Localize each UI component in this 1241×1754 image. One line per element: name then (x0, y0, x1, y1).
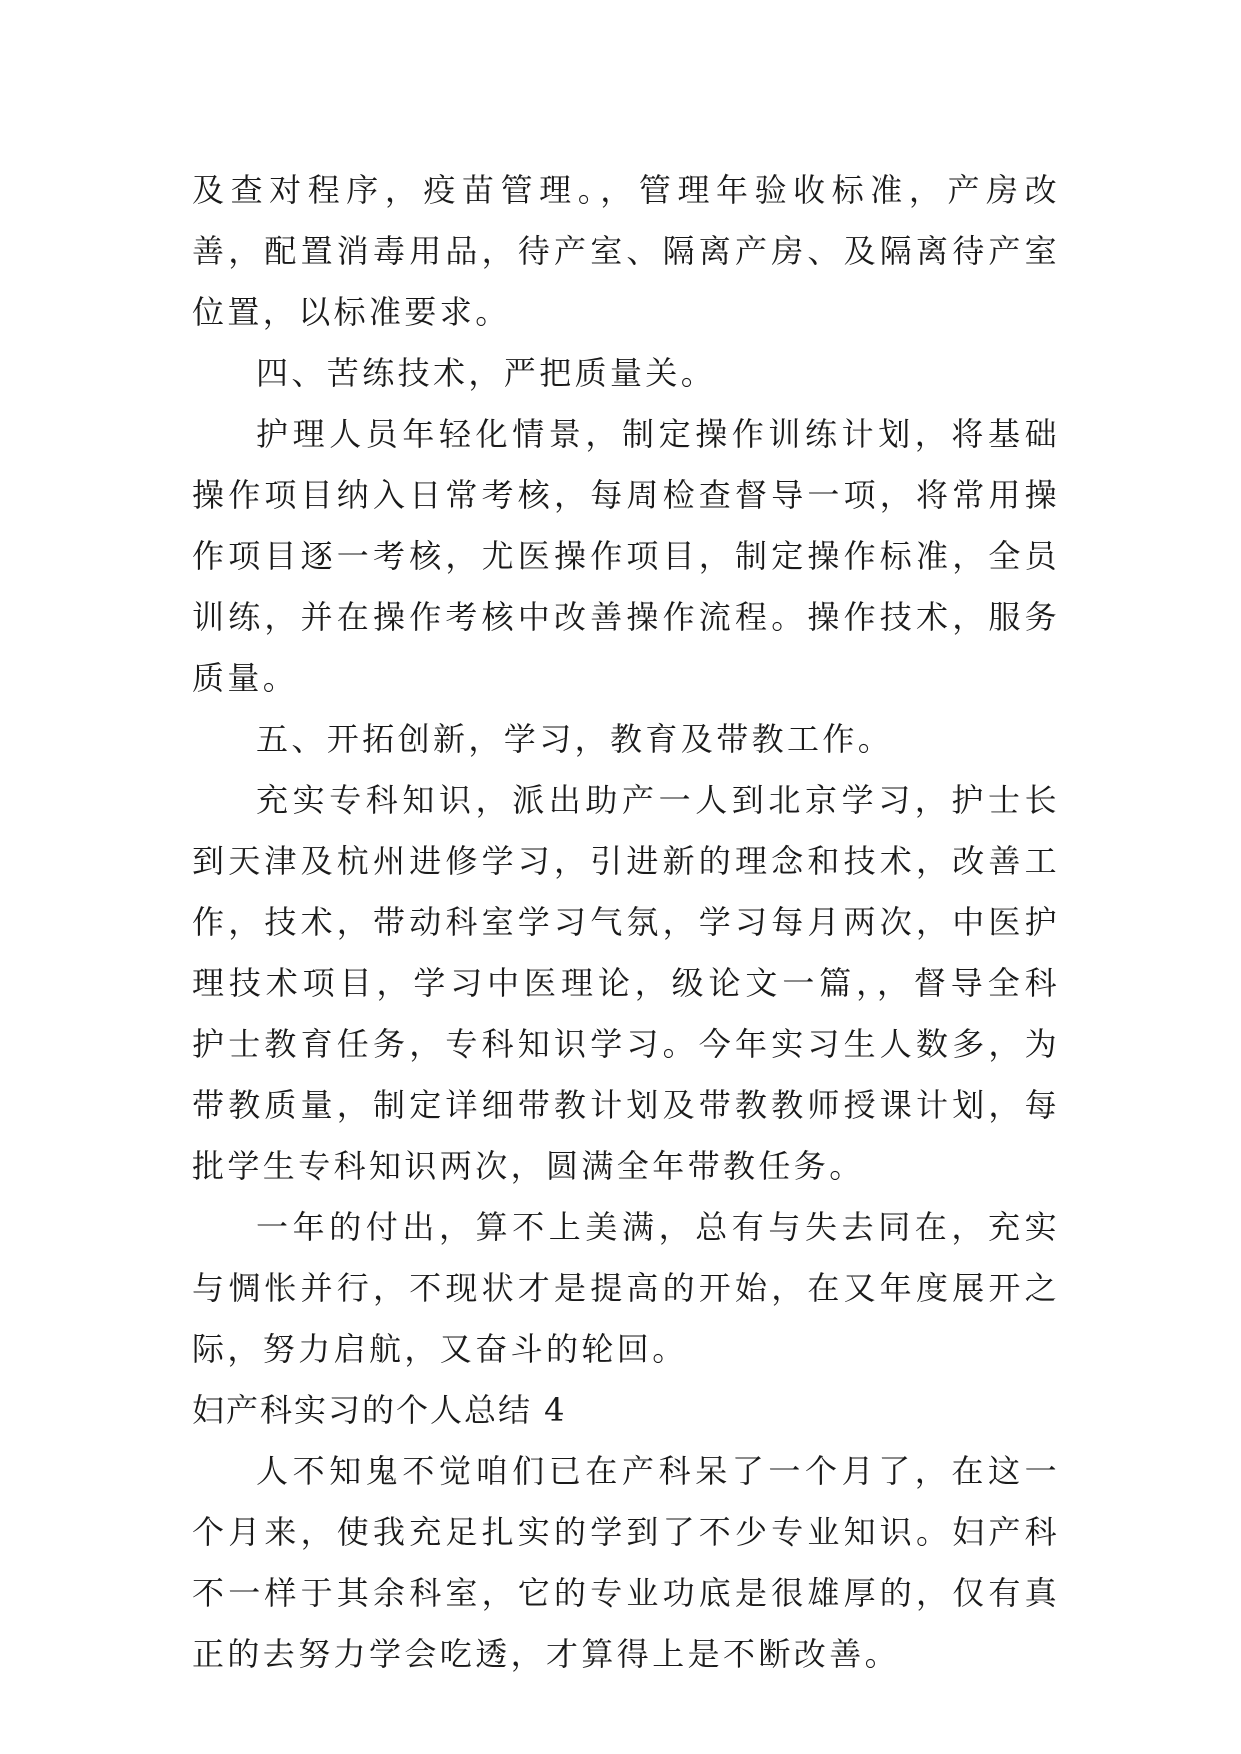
article-title: 妇产科实习的个人总结 4 (192, 1391, 567, 1429)
section-heading-five: 五、开拓创新，学习，教育及带教工作。 (256, 720, 894, 758)
section-heading-four: 四、苦练技术，严把质量关。 (256, 354, 717, 392)
paragraph-year-summary: 一年的付出，算不上美满，总有与失去同在，充实与惆怅并行，不现状才是提高的开始，在又年度展开之际，努力启航，又奋斗的轮回。 (192, 1208, 1060, 1368)
paragraph-internship-intro: 人不知鬼不觉咱们已在产科呆了一个月了，在这一个月来，使我充足扎实的学到了不少专业知识。妇产科不一样于其余科室，它的专业功底是很雄厚的，仅有真正的去努力学会吃透，才算得上是不断改善。 (192, 1452, 1060, 1673)
paragraph-continuation: 及查对程序，疫苗管理。，管理年验收标准，产房改善，配置消毒用品，待产室、隔离产房、及隔离待产室位置，以标准要求。 (192, 171, 1060, 331)
paragraph-education: 充实专科知识，派出助产一人到北京学习，护士长到天津及杭州进修学习，引进新的理念和技术，改善工作，技术，带动科室学习气氛，学习每月两次，中医护理技术项目，学习中医理论，级论文一篇，，督导全科护士教育任务，专科知识学习。今年实习生人数多，为带教质量，制定详细带教计划及带教教师授课计划，每批学生专科知识两次，圆满全年带教任务。 (192, 781, 1060, 1185)
document-body (192, 160, 1060, 1685)
paragraph-skills-training: 护理人员年轻化情景，制定操作训练计划，将基础操作项目纳入日常考核，每周检查督导一项，将常用操作项目逐一考核，尤医操作项目，制定操作标准，全员训练，并在操作考核中改善操作流程。操作技术，服务质量。 (192, 415, 1060, 697)
